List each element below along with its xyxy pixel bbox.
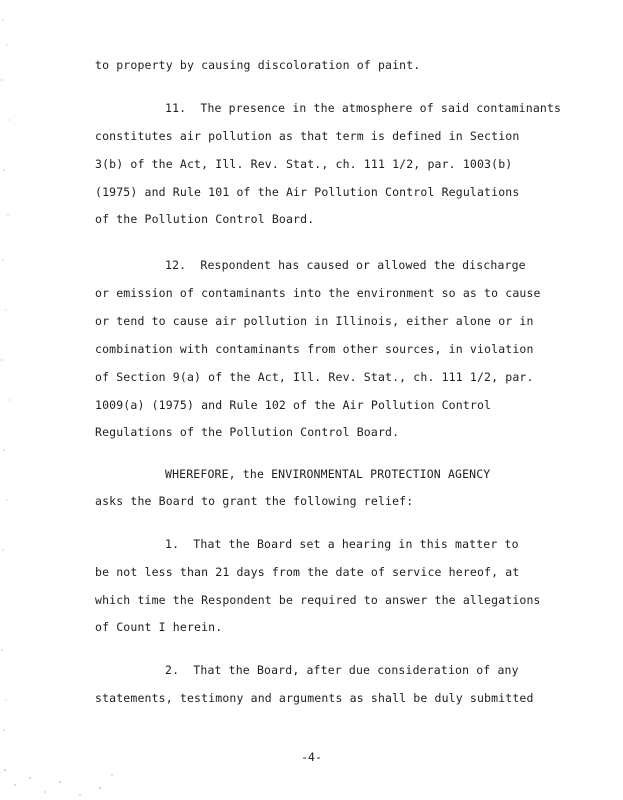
text-line: (1975) and Rule 101 of the Air Pollution Control Regulations xyxy=(95,185,520,199)
text-line: asks the Board to grant the following relief: xyxy=(95,494,414,508)
text-line: constitutes air pollution as that term is defined in Section xyxy=(95,129,520,143)
text-line: be not less than 21 days from the date of service hereof, at xyxy=(95,565,520,579)
text-line: 2. That the Board, after due consideration of any xyxy=(165,663,519,677)
text-line: combination with contaminants from other sources, in violation xyxy=(95,342,534,356)
text-line: of Count I herein. xyxy=(95,620,223,634)
text-line: 1009(a) (1975) and Rule 102 of the Air Pollution Control xyxy=(95,398,492,412)
text-line: 11. The presence in the atmosphere of said contaminants xyxy=(165,101,562,115)
text-line: statements, testimony and arguments as shall be duly submitted xyxy=(95,691,534,705)
text-line: WHEREFORE, the ENVIRONMENTAL PROTECTION AGENCY xyxy=(165,467,491,481)
text-line: which time the Respondent be required to answer the allegations xyxy=(95,593,541,607)
text-line: of Section 9(a) of the Act, Ill. Rev. Stat., ch. 111 1/2, par. xyxy=(95,370,534,384)
text-line: 3(b) of the Act, Ill. Rev. Stat., ch. 111 1/2, par. 1003(b) xyxy=(95,157,513,171)
text-line: or tend to cause air pollution in Illinois, either alone or in xyxy=(95,314,534,328)
scan-noise-left xyxy=(0,0,18,800)
text-line: 1. That the Board set a hearing in this matter to xyxy=(165,537,519,551)
text-line: 12. Respondent has caused or allowed the discharge xyxy=(165,258,526,272)
text-line: of the Pollution Control Board. xyxy=(95,212,315,226)
page-number: -4- xyxy=(301,750,322,764)
text-line: to property by causing discoloration of paint. xyxy=(95,58,421,72)
text-line: or emission of contaminants into the environment so as to cause xyxy=(95,286,541,300)
scan-noise-bottom xyxy=(0,760,120,800)
text-line: Regulations of the Pollution Control Board. xyxy=(95,425,400,439)
